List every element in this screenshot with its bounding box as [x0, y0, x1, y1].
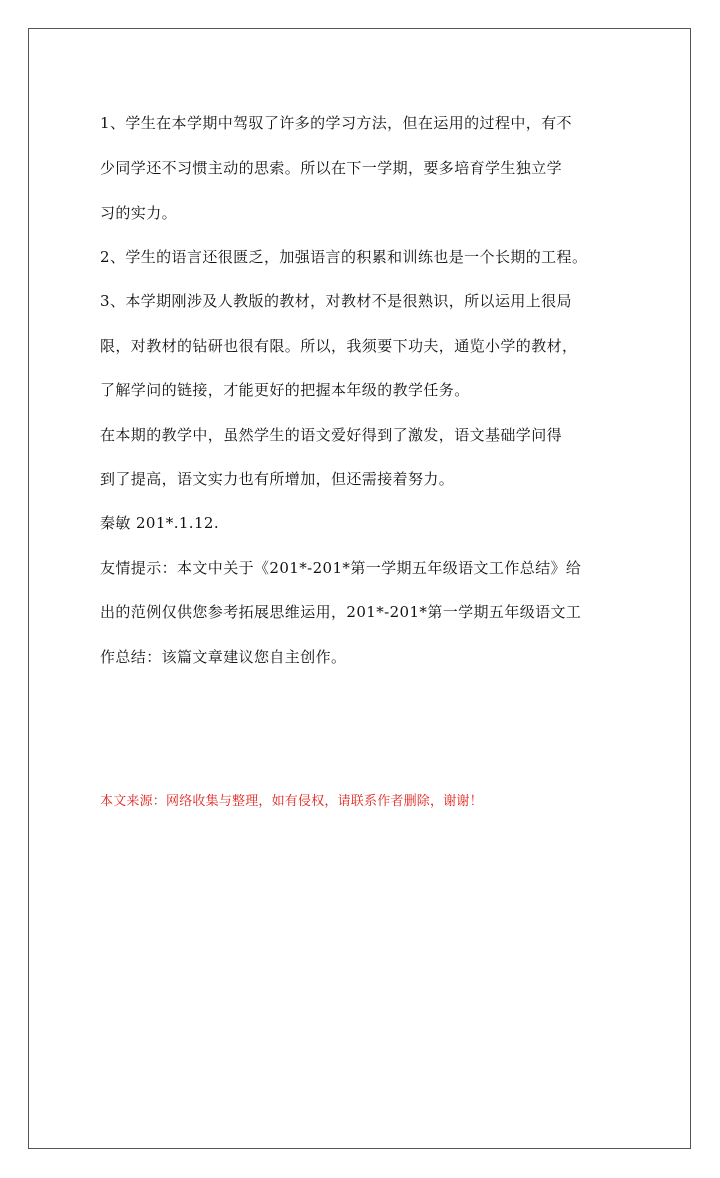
paragraph-line-5: 3、本学期刚涉及人教版的教材，对教材不是很熟识，所以运用上很局 [100, 292, 572, 310]
tip-line-1: 友情提示：本文中关于《201*-201*第一学期五年级语文工作总结》给 [100, 559, 582, 577]
paragraph-line-2: 少同学还不习惯主动的思索。所以在下一学期，要多培育学生独立学 [100, 159, 563, 177]
paragraph-line-9: 到了提高，语文实力也有所增加，但还需接着努力。 [100, 470, 455, 488]
source-note: 本文来源：网络收集与整理，如有侵权，请联系作者删除，谢谢！ [100, 794, 483, 809]
paragraph-line-1: 1、学生在本学期中驾驭了许多的学习方法，但在运用的过程中，有不 [100, 114, 572, 132]
tip-line-2: 出的范例仅供您参考拓展思维运用，201*-201*第一学期五年级语文工 [100, 603, 582, 621]
paragraph-line-8: 在本期的教学中，虽然学生的语文爱好得到了激发，语文基础学问得 [100, 426, 563, 444]
paragraph-line-4: 2、学生的语言还很匮乏，加强语言的积累和训练也是一个长期的工程。 [100, 248, 588, 266]
tip-line-3: 作总结：该篇文章建议您自主创作。 [100, 648, 347, 666]
paragraph-line-3: 习的实力。 [100, 204, 178, 222]
signature-date-line: 秦敏 201*.1.12. [100, 514, 220, 532]
paragraph-line-7: 了解学问的链接，才能更好的把握本年级的教学任务。 [100, 381, 470, 399]
paragraph-line-6: 限，对教材的钻研也很有限。所以，我须要下功夫，通览小学的教材， [100, 337, 578, 355]
document-page [28, 28, 691, 1149]
